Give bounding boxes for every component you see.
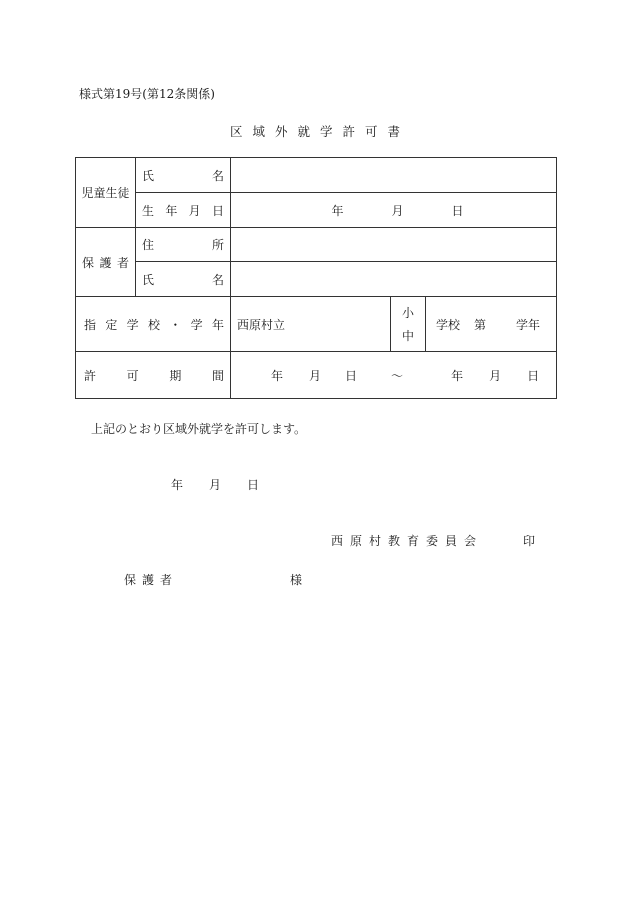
issue-month-unit: 月 <box>209 478 222 492</box>
guardian-name-row <box>76 262 557 297</box>
period-from-year: 年 <box>271 368 284 383</box>
birth-month-unit: 月 <box>391 203 404 218</box>
address-label-cell <box>136 228 231 262</box>
issue-day-unit: 日 <box>247 478 260 492</box>
elementary-level: 小 <box>401 306 414 320</box>
birth-label-char: 月 <box>188 203 201 218</box>
grade-ordinal-prefix: 第 <box>474 317 487 332</box>
form-number: 様式第19号(第12条関係) <box>79 87 215 101</box>
school-label-char: 校 <box>147 317 160 332</box>
school-label-char: 学 <box>190 317 203 332</box>
birth-label-char: 日 <box>211 203 224 218</box>
period-row <box>76 352 557 399</box>
period-field[interactable] <box>231 352 557 399</box>
birth-date-field[interactable] <box>231 193 557 228</box>
school-label-cell <box>76 297 231 352</box>
school-label-char: 学 <box>126 317 139 332</box>
permit-statement: 上記のとおり区域外就学を許可します。 <box>91 422 307 436</box>
school-label-char: 年 <box>211 317 224 332</box>
birth-year-unit: 年 <box>331 203 344 218</box>
permit-form-table <box>75 157 557 399</box>
school-name-field[interactable] <box>231 297 391 352</box>
student-birth-row <box>76 193 557 228</box>
issuer-name: 西原村教育委員会 <box>331 534 484 548</box>
period-label-cell <box>76 352 231 399</box>
birth-label-cell <box>136 193 231 228</box>
school-row <box>76 297 557 352</box>
period-label-char: 許 <box>84 368 97 383</box>
village-prefix: 西原村立 <box>237 317 286 332</box>
junior-high-level: 中 <box>401 329 414 343</box>
guardian-group-label <box>76 228 136 297</box>
period-from-day: 日 <box>345 368 358 383</box>
student-name-field[interactable] <box>231 158 557 193</box>
period-separator: 〜 <box>391 368 404 383</box>
school-label-char: 指 <box>84 317 97 332</box>
period-from-month: 月 <box>309 368 322 383</box>
birth-label-char: 生 <box>142 203 155 218</box>
guardian-name-label-char: 名 <box>211 272 224 287</box>
addressee-block <box>124 571 302 588</box>
period-to-day: 日 <box>527 368 540 383</box>
period-label-char: 可 <box>126 368 139 383</box>
document-title: 区域外就学許可書 <box>229 124 410 139</box>
guardian-name-label-cell <box>136 262 231 297</box>
address-label-char: 所 <box>211 238 224 252</box>
issue-date[interactable] <box>171 476 259 493</box>
period-label-char: 期 <box>169 368 182 383</box>
guardian-name-label-char: 氏 <box>142 272 155 287</box>
issue-year-unit: 年 <box>171 478 184 492</box>
guardian-group-char: 保 <box>82 255 95 270</box>
grade-field[interactable] <box>426 297 557 352</box>
guardian-name-field[interactable] <box>231 262 557 297</box>
birth-label-char: 年 <box>165 203 178 218</box>
name-label-char: 氏 <box>142 168 155 183</box>
name-label-cell <box>136 158 231 193</box>
guardian-group-char: 者 <box>116 255 129 270</box>
student-name-row <box>76 158 557 193</box>
guardian-address-field[interactable] <box>231 228 557 262</box>
school-level-cell[interactable] <box>391 297 426 352</box>
addressee-honorific: 様 <box>290 573 303 587</box>
guardian-address-row <box>76 228 557 262</box>
name-label-char: 名 <box>211 168 224 183</box>
school-label-char: 定 <box>105 317 118 332</box>
grade-school-word: 学校 <box>436 317 461 332</box>
guardian-group-char: 護 <box>99 255 112 270</box>
birth-day-unit: 日 <box>451 203 464 218</box>
addressee-label: 保護者 <box>124 573 179 587</box>
period-to-year: 年 <box>451 368 464 383</box>
seal-mark: 印 <box>523 534 536 548</box>
grade-word: 学年 <box>516 317 541 332</box>
issuer-block <box>331 532 535 549</box>
school-label-char: ・ <box>169 317 182 332</box>
address-label-char: 住 <box>142 238 155 252</box>
period-label-char: 間 <box>211 368 224 383</box>
student-group-label: 児童生徒 <box>76 158 136 228</box>
period-to-month: 月 <box>489 368 502 383</box>
